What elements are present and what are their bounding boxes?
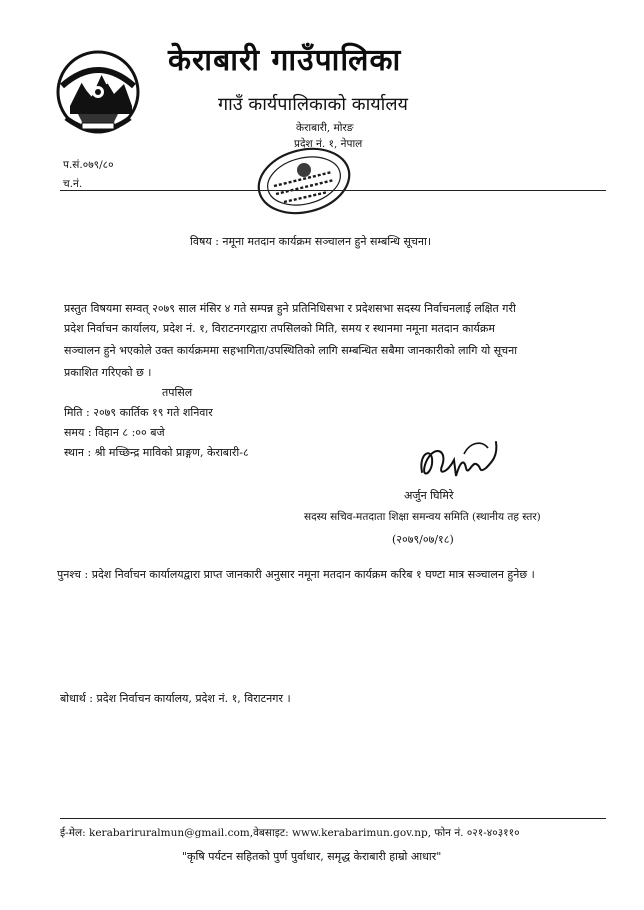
- cc-recipient: बोधार्थ : प्रदेश निर्वाचन कार्यालय, प्रदेश नं. १, विराटनगर ।: [60, 692, 291, 705]
- subject-line: विषय : नमूना मतदान कार्यक्रम सञ्चालन हुने सम्बन्धि सूचना।: [190, 235, 431, 248]
- nepal-government-emblem-icon: [52, 46, 144, 138]
- signatory-designation: सदस्य सचिव-मतदाता शिक्षा समन्वय समिति (स्थानीय तह स्तर): [304, 511, 541, 523]
- body-text-line: प्रस्तुत विषयमा सम्वत् २०७९ साल मंसिर ४ गते सम्पन्न हुने प्रतिनिधिसभा र प्रदेशसभा सदस्य निर्वाचनलाई लक्षित गरी: [64, 302, 516, 315]
- body-text-line: सञ्चालन हुने भएकोले उक्त कार्यक्रममा सहभागिता/उपस्थितिको लागि सम्बन्धित सबैमा जानकारीको लागि यो सूचना: [64, 344, 518, 357]
- body-text-line: प्रदेश निर्वाचन कार्यालय, प्रदेश नं. १, विराटनगरद्वारा तपसिलको मिति, समय र स्थानमा नमूना मतदान कार्यक्रम: [64, 322, 495, 335]
- handwritten-signature-icon: [408, 432, 508, 488]
- footer-contact: ई-मेल: kerabariruralmun@gmail.com,वेबसाइट: www.kerabarimun.gov.np, फोन नं. ०२१-४०३११०: [60, 827, 520, 839]
- body-text-line: प्रकाशित गरिएको छ ।: [64, 366, 152, 379]
- dispatch-number: च.नं.: [63, 178, 83, 190]
- reference-number: प.सं.०७९/८०: [63, 159, 114, 171]
- office-subtitle: गाउँ कार्यपालिकाको कार्यालय: [218, 94, 408, 115]
- event-date: मिति : २०७९ कार्तिक १९ गते शनिवार: [64, 406, 213, 419]
- footer-divider: [60, 818, 606, 819]
- details-heading: तपसिल: [162, 386, 193, 399]
- address-line-1: केराबारी, मोरङ: [296, 122, 354, 134]
- office-stamp-icon: [254, 146, 354, 216]
- signatory-name: अर्जुन घिमिरे: [404, 489, 454, 502]
- page-title: केराबारी गाउँपालिका: [168, 43, 402, 78]
- event-time: समय : विहान ८ :०० बजे: [64, 426, 165, 439]
- postscript: पुनश्च : प्रदेश निर्वाचन कार्यालयद्वारा प्राप्त जानकारी अनुसार नमूना मतदान कार्यक्रम करिब १ घण्टा मात्र सञ्चालन हुनेछ ।: [57, 568, 535, 581]
- header-divider: [60, 190, 606, 191]
- address-line-2: प्रदेश नं. १, नेपाल: [294, 138, 363, 150]
- signature-date: (२०७९/०७/१८): [392, 533, 454, 546]
- event-place: स्थान : श्री मच्छिन्द्र माविको प्राङ्गण, केराबारी-८: [64, 446, 249, 459]
- footer-motto: "कृषि पर्यटन सहितको पुर्ण पुर्वाधार, समृद्ध केराबारी हाम्रो आधार": [182, 850, 442, 863]
